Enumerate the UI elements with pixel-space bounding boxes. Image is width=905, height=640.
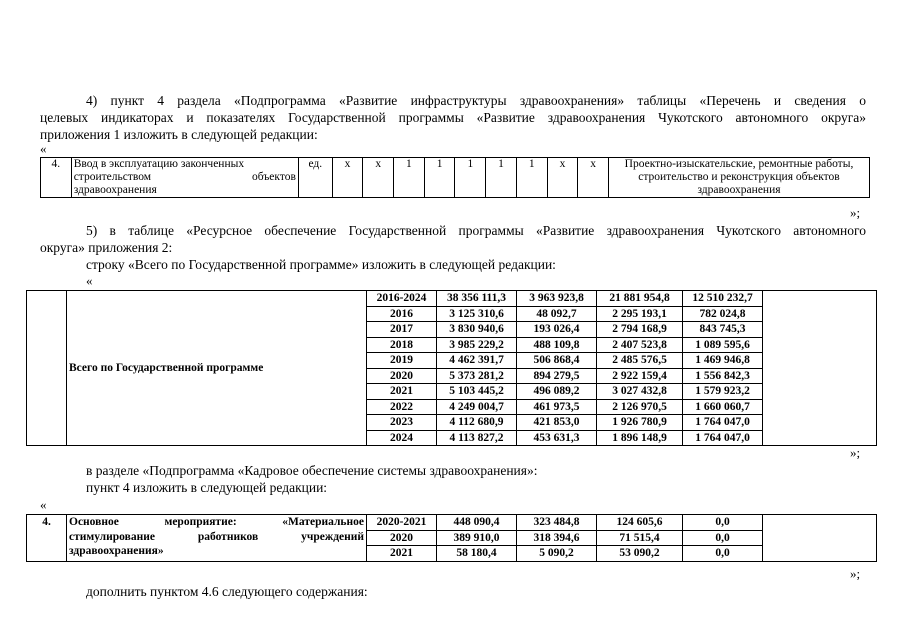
amount-cell: 38 356 111,3 (437, 291, 517, 307)
period-cell: 2017 (367, 322, 437, 338)
period-cell: 2019 (367, 353, 437, 369)
amount-cell: 1 469 946,8 (683, 353, 763, 369)
amount-cell: 193 026,4 (517, 322, 597, 338)
amount-cell: 2 407 523,8 (597, 337, 683, 353)
value-cell: х (547, 158, 578, 198)
indicator-table (40, 157, 870, 198)
amount-cell: 1 089 595,6 (683, 337, 763, 353)
total-label: Всего по Государственной программе (67, 291, 367, 446)
amount-cell: 894 279,5 (517, 368, 597, 384)
indicator-row (41, 158, 870, 198)
amount-cell: 2 922 159,4 (597, 368, 683, 384)
measure-word: Основное (69, 516, 119, 528)
amount-cell: 1 926 780,9 (597, 415, 683, 431)
paragraph-4-line-2: целевых индикаторах и показателях Государственной программы «Развитие здравоохранения Чукотского автономного округа» (40, 110, 866, 125)
period-cell: 2020 (367, 368, 437, 384)
quote-open-1: « (40, 141, 47, 156)
indicator-name (71, 158, 298, 198)
period-cell: 2021 (367, 546, 437, 562)
personnel-row (27, 515, 877, 531)
amount-cell: 1 764 047,0 (683, 430, 763, 446)
amount-cell: 3 830 940,6 (437, 322, 517, 338)
amount-cell: 53 090,2 (597, 546, 683, 562)
amount-cell: 1 556 842,3 (683, 368, 763, 384)
quote-close-2: »; (850, 445, 861, 460)
amount-cell: 4 112 680,9 (437, 415, 517, 431)
period-cell: 2020-2021 (367, 515, 437, 531)
amount-cell: 0,0 (683, 530, 763, 546)
paragraph-4-line-3: приложения 1 изложить в следующей редакции: (40, 127, 318, 142)
amount-cell: 124 605,6 (597, 515, 683, 531)
measure-name-line-1 (69, 515, 364, 530)
personnel-table (26, 514, 877, 562)
amount-cell: 453 631,3 (517, 430, 597, 446)
paragraph-6-line-2: пункт 4 изложить в следующей редакции: (86, 480, 328, 495)
empty-executor-cell (763, 515, 877, 562)
amount-cell: 782 024,8 (683, 306, 763, 322)
period-cell: 2016 (367, 306, 437, 322)
value-cell: 1 (486, 158, 517, 198)
amount-cell: 421 853,0 (517, 415, 597, 431)
period-cell: 2020 (367, 530, 437, 546)
row-number: 4. (41, 158, 72, 198)
value-cell: 1 (455, 158, 486, 198)
amount-cell: 506 868,4 (517, 353, 597, 369)
row-number: 4. (27, 515, 67, 562)
amount-cell: 389 910,0 (437, 530, 517, 546)
amount-cell: 3 963 923,8 (517, 291, 597, 307)
amount-cell: 4 462 391,7 (437, 353, 517, 369)
value-cell: 1 (394, 158, 425, 198)
amount-cell: 4 113 827,2 (437, 430, 517, 446)
amount-cell: 2 794 168,9 (597, 322, 683, 338)
amount-cell: 12 510 232,7 (683, 291, 763, 307)
paragraph-4-line-1: 4) пункт 4 раздела «Подпрограмма «Развитие инфраструктуры здравоохранения» таблицы «Перечень и сведения о (86, 93, 866, 108)
paragraph-6-line-1: в разделе «Подпрограмма «Кадровое обеспечение системы здравоохранения»: (86, 463, 538, 478)
measure-word: учреждений (301, 530, 364, 543)
quote-close-1: »; (850, 205, 861, 220)
paragraph-7-line-1: дополнить пунктом 4.6 следующего содержания: (86, 584, 368, 599)
amount-cell: 496 089,2 (517, 384, 597, 400)
note-line-2: строительство и реконструкция объектов (638, 171, 840, 183)
amount-cell: 3 125 310,6 (437, 306, 517, 322)
amount-cell: 461 973,5 (517, 399, 597, 415)
measure-word: стимулирование (69, 530, 155, 543)
period-cell: 2022 (367, 399, 437, 415)
amount-cell: 1 660 060,7 (683, 399, 763, 415)
amount-cell: 5 090,2 (517, 546, 597, 562)
unit-cell: ед. (298, 158, 332, 198)
resource-row (27, 291, 877, 307)
amount-cell: 3 027 432,8 (597, 384, 683, 400)
measure-name-line-3: здравоохранения» (69, 545, 164, 557)
amount-cell: 71 515,4 (597, 530, 683, 546)
period-cell: 2016-2024 (367, 291, 437, 307)
note-line-3: здравоохранения (697, 184, 781, 196)
amount-cell: 318 394,6 (517, 530, 597, 546)
measure-word: работников (197, 530, 259, 543)
empty-number-cell (27, 291, 67, 446)
amount-cell: 3 985 229,2 (437, 337, 517, 353)
paragraph-5-line-2: округа» приложения 2: (40, 240, 173, 255)
amount-cell: 1 579 923,2 (683, 384, 763, 400)
resource-table (26, 290, 877, 446)
amount-cell: 488 109,8 (517, 337, 597, 353)
period-cell: 2018 (367, 337, 437, 353)
period-cell: 2023 (367, 415, 437, 431)
measure-name (67, 515, 367, 562)
amount-cell: 5 373 281,2 (437, 368, 517, 384)
value-cell: х (578, 158, 609, 198)
quote-close-3: »; (850, 566, 861, 581)
paragraph-5-line-3: строку «Всего по Государственной программе» изложить в следующей редакции: (86, 257, 556, 272)
amount-cell: 323 484,8 (517, 515, 597, 531)
amount-cell: 4 249 004,7 (437, 399, 517, 415)
measure-word: «Материальное (282, 516, 364, 528)
measure-word: мероприятие: (164, 516, 237, 528)
amount-cell: 0,0 (683, 546, 763, 562)
measure-name-line-2 (69, 530, 364, 545)
value-cell: 1 (516, 158, 547, 198)
indicator-name-word-2: объектов (252, 171, 296, 183)
value-cell: х (363, 158, 394, 198)
indicator-name-line-2 (74, 171, 296, 184)
indicator-name-word-1: строительством (73, 171, 152, 183)
paragraph-5-line-1: 5) в таблице «Ресурсное обеспечение Государственной программы «Развитие здравоохранения Чукотского автономного (86, 223, 866, 238)
amount-cell: 21 881 954,8 (597, 291, 683, 307)
amount-cell: 2 485 576,5 (597, 353, 683, 369)
indicator-name-line-1: Ввод в эксплуатацию законченных (73, 158, 245, 170)
amount-cell: 48 092,7 (517, 306, 597, 322)
amount-cell: 1 764 047,0 (683, 415, 763, 431)
amount-cell: 448 090,4 (437, 515, 517, 531)
amount-cell: 1 896 148,9 (597, 430, 683, 446)
empty-executor-cell (763, 291, 877, 446)
period-cell: 2024 (367, 430, 437, 446)
quote-open-3: « (40, 497, 47, 512)
amount-cell: 2 295 193,1 (597, 306, 683, 322)
amount-cell: 0,0 (683, 515, 763, 531)
value-cell: х (332, 158, 363, 198)
quote-open-2: « (86, 273, 93, 288)
note-line-1: Проектно-изыскательские, ремонтные работы, (624, 158, 854, 170)
value-cell: 1 (424, 158, 455, 198)
amount-cell: 5 103 445,2 (437, 384, 517, 400)
period-cell: 2021 (367, 384, 437, 400)
amount-cell: 2 126 970,5 (597, 399, 683, 415)
amount-cell: 843 745,3 (683, 322, 763, 338)
amount-cell: 58 180,4 (437, 546, 517, 562)
note-cell (609, 158, 870, 198)
indicator-name-line-3: здравоохранения (73, 184, 157, 196)
